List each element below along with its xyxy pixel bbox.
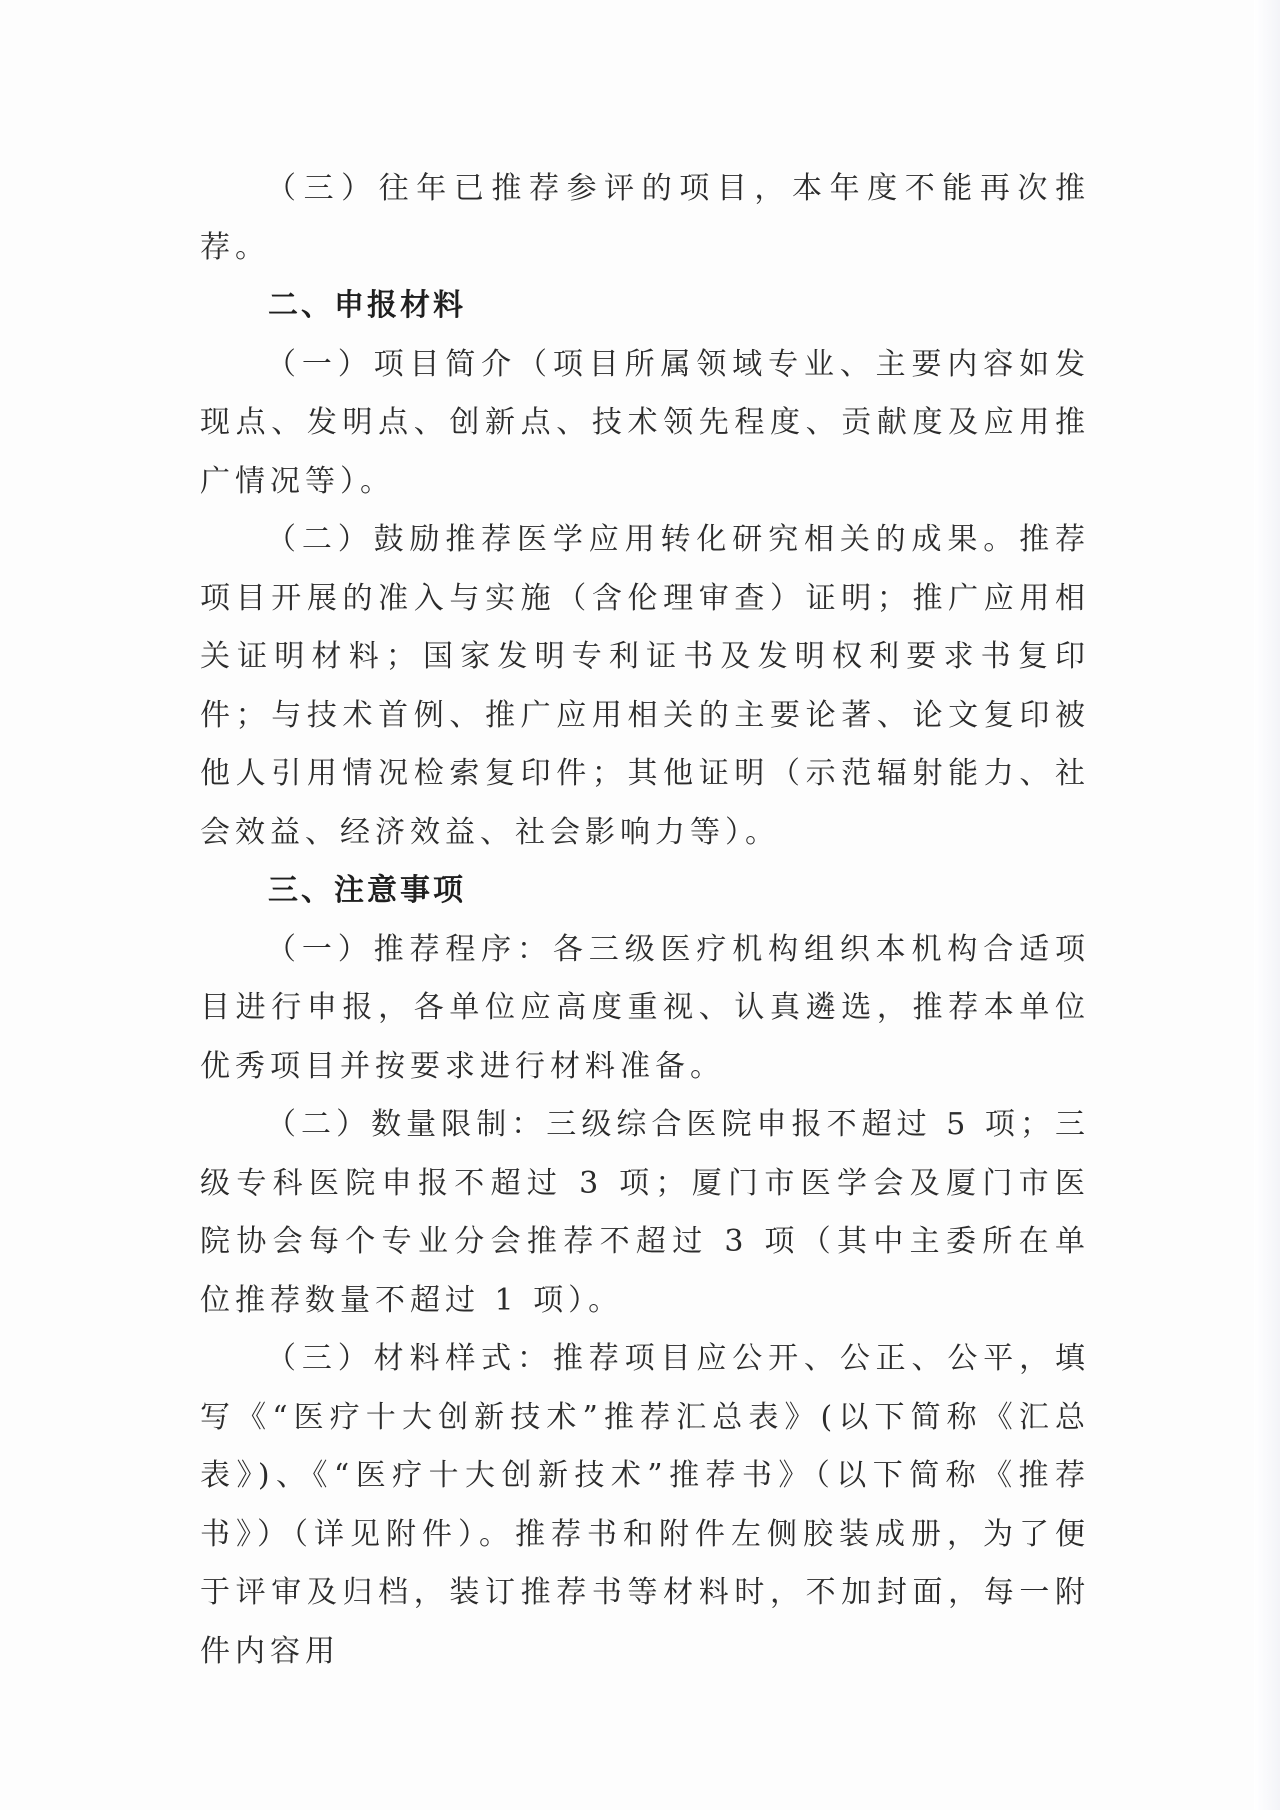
section-heading-notes: 三、注意事项 [268,873,466,908]
clause-materials-1-summary: （一）项目简介（项目所属领域专业、主要内容如发现点、发明点、创新点、技术领先程度、贡献度及应用推广情况等）。 [200,346,1090,499]
section-heading-materials: 二、申报材料 [268,288,466,323]
clause-notes-3-format: （三）材料样式：推荐项目应公开、公正、公平，填写《“医疗十大创新技术”推荐汇总表》(以下简称《汇总表》)、《“医疗十大创新技术”推荐书》（以下简称《推荐书》）（详见附件）。推荐书和附件左侧胶装成册，为了便于评审及归档，装订推荐书等材料时，不加封面，每一附件内容用 [200,1341,1090,1669]
document-body [200,160,1090,1681]
clause-notes-1-procedure: （一）推荐程序：各三级医疗机构组织本机构合适项目进行申报，各单位应高度重视、认真遴选，推荐本单位优秀项目并按要求进行材料准备。 [200,931,1090,1084]
clause-3-no-repeat: （三）往年已推荐参评的项目，本年度不能再次推荐。 [200,171,1090,265]
page-edge-shadow [1254,0,1280,1810]
clause-materials-2-proofs: （二）鼓励推荐医学应用转化研究相关的成果。推荐项目开展的准入与实施（含伦理审查）证明；推广应用相关证明材料；国家发明专利证书及发明权利要求书复印件；与技术首例、推广应用相关的主要论著、论文复印被他人引用情况检索复印件；其他证明（示范辐射能力、社会效益、经济效益、社会影响力等）。 [200,522,1090,850]
clause-notes-2-quota: （二）数量限制：三级综合医院申报不超过 5 项；三级专科医院申报不超过 3 项；厦门市医学会及厦门市医院协会每个专业分会推荐不超过 3 项（其中主委所在单位推荐数量不超过 1 项）。 [200,1107,1090,1318]
